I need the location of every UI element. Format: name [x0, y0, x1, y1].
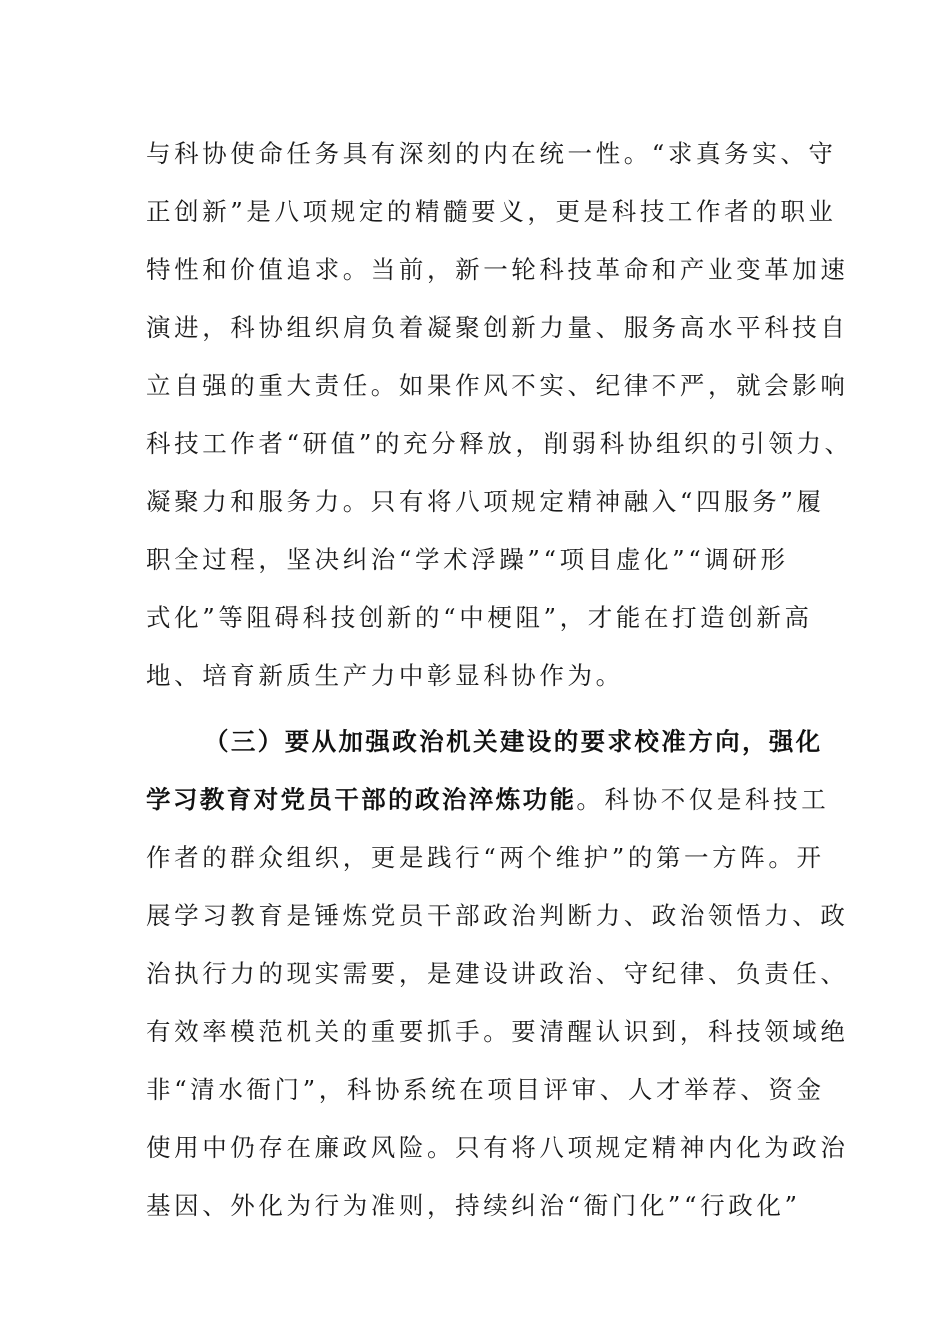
paragraph-line: 展学习教育是锤炼党员干部政治判断力、政治领悟力、政: [146, 901, 849, 930]
section-heading-continuation: [146, 771, 830, 829]
paragraph-line: 地、培育新质生产力中彰显科协作为。: [146, 661, 624, 690]
paragraph-line: 基因、外化为行为准则，持续纠治“衙门化”“行政化”: [146, 1191, 801, 1220]
paragraph-line: 治执行力的现实需要，是建设讲政治、守纪律、负责任、: [146, 959, 849, 988]
section-heading-line: （三）要从加强政治机关建设的要求校准方向，强化: [204, 727, 823, 756]
paragraph-line: 与科协使命任务具有深刻的内在统一性。“求真务实、守: [146, 139, 837, 168]
paragraph-line: 式化”等阻碍科技创新的“中梗阻”，才能在打造创新高: [146, 603, 813, 632]
paragraph-line: 正创新”是八项规定的精髓要义，更是科技工作者的职业: [146, 197, 837, 226]
paragraph-line: 立自强的重大责任。如果作风不实、纪律不严，就会影响: [146, 371, 849, 400]
paragraph-2: [146, 713, 849, 1235]
section-heading-trailing-text: 。科协不仅是科技工: [576, 785, 830, 814]
paragraph-line: 非“清水衙门”，科协系统在项目评审、人才举荐、资金: [146, 1075, 825, 1104]
paragraph-line: 使用中仍存在廉政风险。只有将八项规定精神内化为政治: [146, 1133, 849, 1162]
paragraph-line: 特性和价值追求。当前，新一轮科技革命和产业变革加速: [146, 255, 849, 284]
paragraph-line: 有效率模范机关的重要抓手。要清醒认识到，科技领域绝: [146, 1017, 849, 1046]
paragraph-line: 演进，科协组织肩负着凝聚创新力量、服务高水平科技自: [146, 313, 849, 342]
paragraph-line: 凝聚力和服务力。只有将八项规定精神融入“四服务”履: [146, 487, 825, 516]
document-body: [146, 125, 853, 1235]
paragraph-1: [146, 125, 853, 705]
paragraph-line: 作者的群众组织，更是践行“两个维护”的第一方阵。开: [146, 843, 825, 872]
paragraph-line: 职全过程，坚决纠治“学术浮躁”“项目虚化”“调研形: [146, 545, 789, 574]
paragraph-line: 科技工作者“研值”的充分释放，削弱科协组织的引领力、: [146, 429, 853, 458]
section-heading-bold-text: 学习教育对党员干部的政治淬炼功能: [146, 785, 577, 814]
